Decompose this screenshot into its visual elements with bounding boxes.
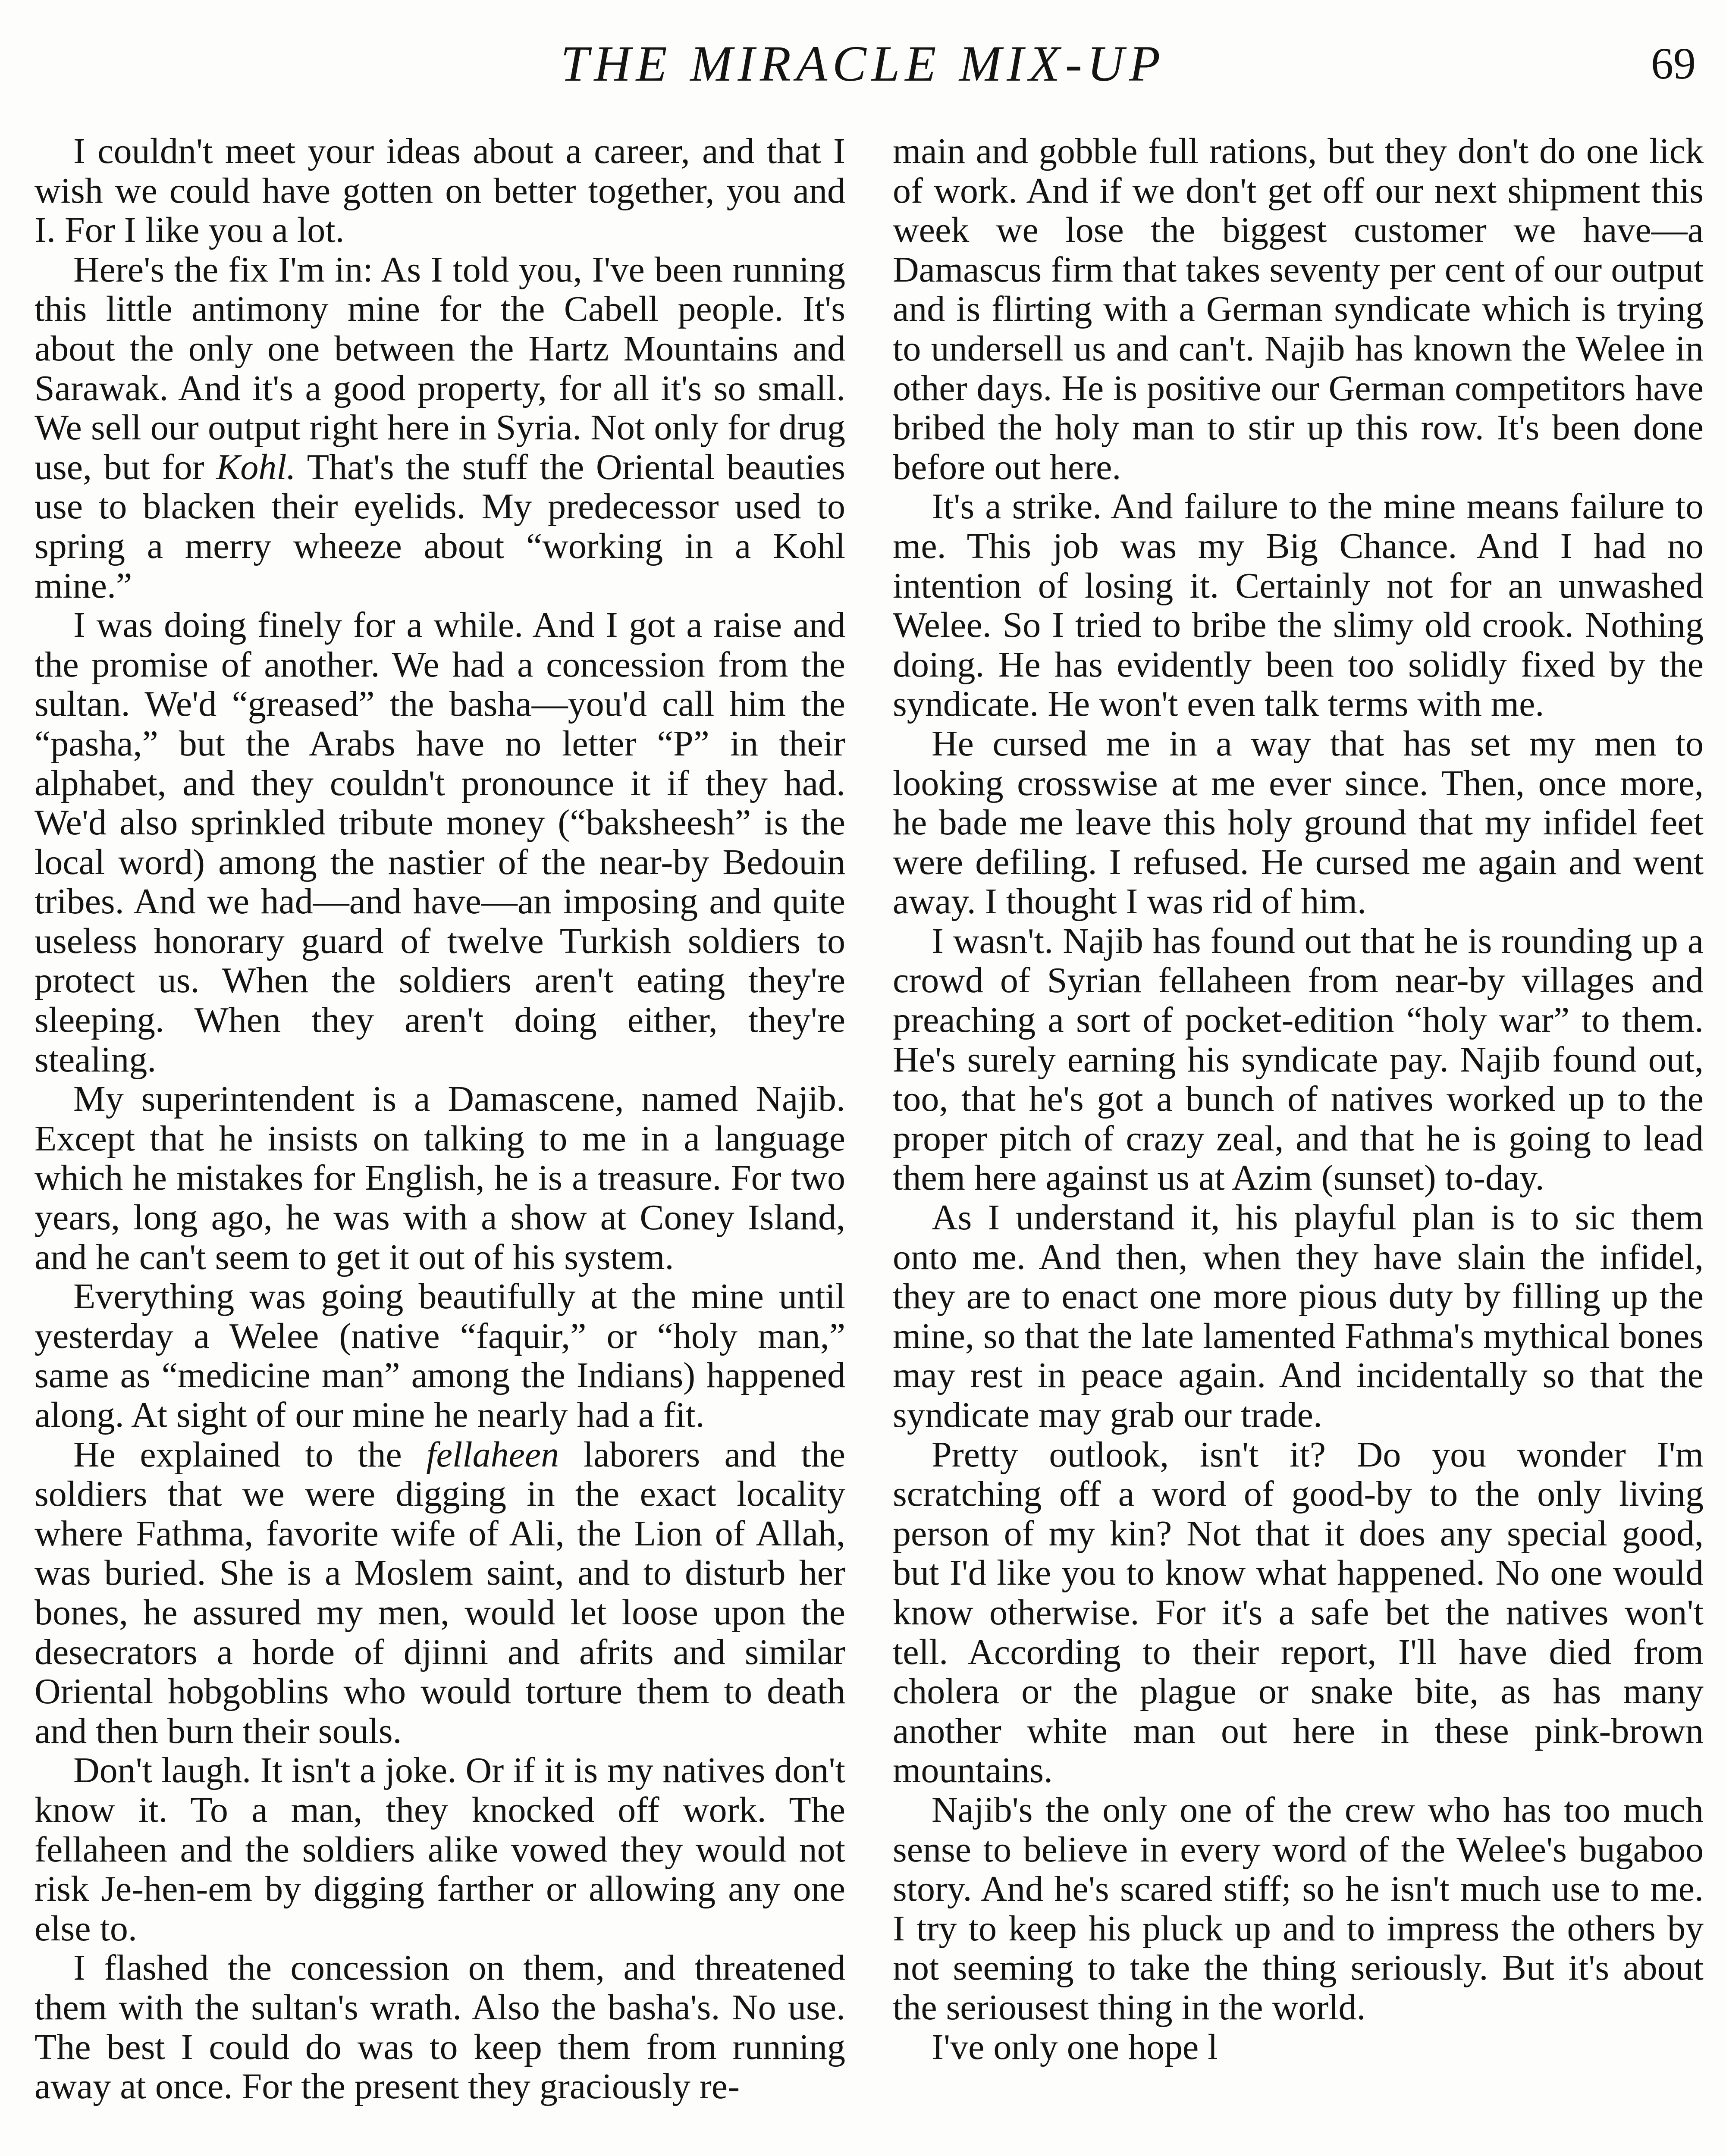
text-run: That's the stuff the Oriental beauties use to blacken their eyelids. My predecessor used to spring a merry wheeze about “working in a Kohl mine.” [35,447,845,606]
text-run: main and gobble full rations, but they don't do one lick of work. And if we don't get off our next shipment this week we lose the biggest customer we have—a Damascus firm that takes seventy per cent of our output and is flirting with a German syndicate which is trying to undersell us and can't. Najib has known the Welee in other days. He is positive our German competitors have bribed the holy man to stir up this row. It's been done before out here. [893,131,1704,487]
paragraph [893,1435,1704,1790]
text-run: He cursed me in a way that has set my men to looking crosswise at me ever since. Then, once more, he bade me leave this holy ground that my infidel feet were defiling. I refused. He cursed me again and went away. I thought I was rid of him. [893,723,1704,922]
paragraph [893,1790,1704,2028]
paragraph [35,1079,845,1277]
paragraph [35,250,845,605]
text-run: laborers and the soldiers that we were digging in the exact locality where Fathma, favorite wife of Ali, the Lion of Allah, was buried. She is a Moslem saint, and to disturb her bones, he assured my men, would let loose upon the desecrators a horde of djinni and afrits and similar Oriental hobgoblins who would torture them to death and then burn their souls. [35,1434,845,1751]
text-run: As I understand it, his playful plan is to sic them onto me. And then, when they have slain the infidel, they are to enact one more pious duty by filling up the mine, so that the late lamented Fathma's mythical bones may rest in peace again. And incidentally so that the syndicate may grab our trade. [893,1197,1704,1435]
text-run: I flashed the concession on them, and threatened them with the sultan's wrath. Also the basha's. No use. The best I could do was to keep them from running away at once. For the present they graciously re- [35,1948,845,2107]
paragraph [35,605,845,1079]
text-run: Don't laugh. It isn't a joke. Or if it is my natives don't know it. To a man, they knocked off work. The fellaheen and the soldiers alike vowed they would not risk Je-hen-em by digging farther or allowing any one else to. [35,1750,845,1949]
paragraph [35,1277,845,1435]
running-head [0,34,1726,103]
paragraph [893,724,1704,921]
text-run: I was doing finely for a while. And I got a raise and the promise of another. We had a concession from the sultan. We'd “greased” the basha—you'd call him the “pasha,” but the Arabs have no letter “P” in their alphabet, and they couldn't pronounce it if they had. We'd also sprinkled tribute money (“baksheesh” is the local word) among the nastier of the near-by Bedouin tribes. And we had—and have—an imposing and quite useless honorary guard of twelve Turkish soldiers to protect us. When the soldiers aren't eating they're sleeping. When they aren't doing either, they're stealing. [35,605,845,1080]
paragraph [893,2028,1704,2067]
running-title: THE MIRACLE MIX-UP [560,35,1166,92]
text-run: I wasn't. Najib has found out that he is rounding up a crowd of Syrian fellaheen from near-by villages and preaching a sort of pocket-edition “holy war” to them. He's surely earning his syndicate pay. Najib found out, too, that he's got a bunch of natives worked up to the proper pitch of crazy zeal, and that he is going to lead them here against us at Azim (sunset) to-day. [893,921,1704,1198]
text-run: My superintendent is a Damascene, named Najib. Except that he insists on talking to me in a language which he mistakes for English, he is a treasure. For two years, long ago, he was with a show at Coney Island, and he can't seem to get it out of his system. [35,1079,845,1277]
text-run: I couldn't meet your ideas about a career, and that I wish we could have gotten on better together, you and I. For I like you a lot. [35,131,845,251]
paragraph [35,1948,845,2106]
paragraph [893,1198,1704,1435]
text-column-right [893,132,1704,2067]
text-run: It's a strike. And failure to the mine means failure to me. This job was my Big Chance. And I had no intention of losing it. Certainly not for an unwashed Welee. So I tried to bribe the slimy old crook. Nothing doing. He has evidently been too solidly fixed by the syndicate. He won't even talk terms with me. [893,486,1704,724]
text-run: Everything was going beautifully at the mine until yesterday a Welee (native “faquir,” or “holy man,” same as “medicine man” among the Indians) happened along. At sight of our mine he nearly had a fit. [35,1276,845,1435]
paragraph [35,1751,845,1948]
page-number: 69 [1651,39,1696,88]
paragraph [35,132,845,250]
text-column-left [35,132,845,2106]
text-run: Najib's the only one of the crew who has too much sense to believe in every word of the Welee's bugaboo story. And he's scared stiff; so he isn't much use to me. I try to keep his pluck up and to impress the others by not seeming to take the thing seriously. But it's about the seriousest thing in the world. [893,1789,1704,2028]
paragraph [35,1435,845,1751]
text-run: Pretty outlook, isn't it? Do you wonder I'm scratching off a word of good-by to the only living person of my kin? Not that it does any special good, but I'd like you to know what happened. No one would know otherwise. For it's a safe bet the natives won't tell. According to their report, I'll have died from cholera or the plague or snake bite, as has many another white man out here in these pink-brown mountains. [893,1434,1704,1791]
paragraph [893,921,1704,1198]
text-run: Here's the fix I'm in: As I told you, I've been running this little antimony mine for the Cabell people. It's about the only one between the Hartz Mountains and Sarawak. And it's a good property, for all it's so small. We sell our output right here in Syria. Not only for drug use, but for [35,249,845,487]
text-run: I've only one hope l [932,2027,1218,2067]
italic-run: fellaheen [426,1434,559,1475]
italic-run: Kohl. [216,447,296,487]
paragraph [893,132,1704,487]
paragraph [893,487,1704,724]
text-run: He explained to the [73,1434,427,1475]
